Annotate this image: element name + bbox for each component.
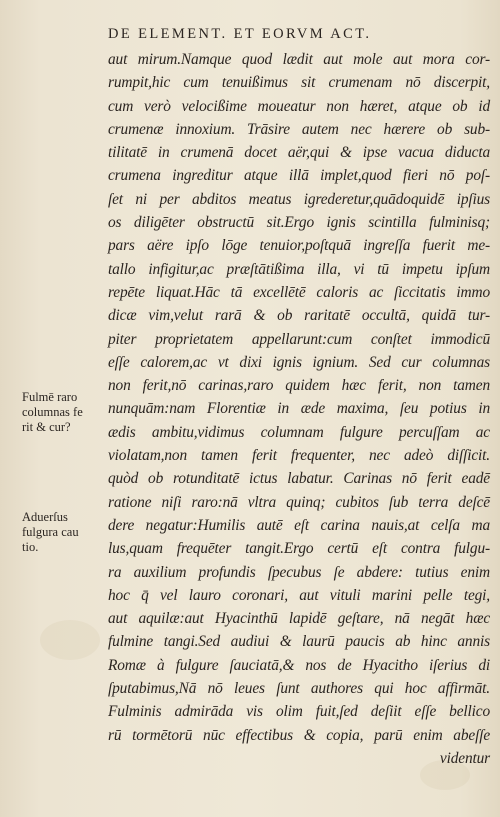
marginal-note-line: Fulmē raro xyxy=(22,390,78,404)
text-line: aut mirum.Namque quod lædit aut mole aut mora cor- xyxy=(108,51,490,68)
text-line: violatam,non tamen ferit frequenter, nec adeò diſſicit. xyxy=(108,447,490,465)
text-line: ædis ambitu,vidimus columnam fulgure percuſſam ac xyxy=(108,423,490,441)
text-line: fulmine tangi.Sed audiui & laurū paucis ab hinc annis xyxy=(108,633,490,651)
text-line: Fulminis admirāda vis olim fuit,ſed deſiit eſſe bellico xyxy=(108,703,490,721)
marginal-note xyxy=(22,510,108,555)
text-line: ratione niſi raro:nā vltra quinq; cubitos ſub terra deſcē xyxy=(108,493,490,511)
text-line: rū tormētorū nūc effectibus & copia, parū enim abeſſe xyxy=(108,726,490,744)
text-line: lus,quam frequēter tangit.Ergo certū eſt contra fulgu- xyxy=(108,540,490,558)
marginal-note xyxy=(22,390,108,435)
running-head: DE ELEMENT. ET EORVM ACT. xyxy=(108,26,372,42)
marginal-note-line: columnas fe xyxy=(22,405,83,419)
marginal-note-line: rit & cur? xyxy=(22,420,71,434)
text-line: tallo infigitur,ac præſtātißima illa, vi tū impetu ipſum xyxy=(108,260,490,278)
catchword: videntur xyxy=(439,749,490,767)
text-line: ſet ni per abditos meatus igrederetur,quādoquidē ipſius xyxy=(108,190,490,208)
text-line: tilitatē in crumenā docet aër,qui & ipse vacua diducta xyxy=(108,144,490,162)
text-line: hoc q̄ vel lauro coronari, aut vituli marini pelle tegi, xyxy=(108,586,490,604)
text-line: ra auxilium profundis ſpecubus ſe abdere: tutius enim xyxy=(108,563,490,581)
text-line: rumpit,hic cum tenuißimus sit crumenam nō discerpit, xyxy=(108,74,490,92)
text-line: nunquām:nam Florentiæ in æde maxima, ſeu potius in xyxy=(108,400,490,418)
text-line: pars aëre ipſo lōge tenuior,poſtquā ingreſſa fuerit me- xyxy=(108,237,490,255)
text-line: eſſe calorem,ac vt dixi ignis ignium. Sed cur columnas xyxy=(108,353,490,371)
text-line: crumenæ innoxium. Trāsire autem nec hærere ob sub- xyxy=(108,120,490,138)
text-line: quòd ob rotunditatē ictus labatur. Carinas nō ferit eadē xyxy=(108,470,490,488)
text-line: piter proprietatem appellarunt:cum conſtet immodicū xyxy=(108,330,490,348)
marginal-note-line: tio. xyxy=(22,540,39,554)
text-line: repēte liquat.Hāc tā excellētē caloris ac ſiccitatis immo xyxy=(108,283,490,301)
text-line: Romæ à fulgure ſauciatā,& nos de Hyacitho iſerius di xyxy=(108,656,490,674)
marginal-note-line: fulgura cau xyxy=(22,525,79,539)
text-line: dicæ vim,velut rarā & ob raritatē occultā, quidā tur- xyxy=(108,307,490,325)
text-line: non ferit,nō carinas,raro quidem hæc ferit, non tamen xyxy=(108,377,490,395)
text-line: aut aquilæ:aut Hyacinthū lapidē geſtare, nā negāt hæc xyxy=(108,610,490,628)
body-text xyxy=(108,48,490,770)
marginal-note-line: Aduerſus xyxy=(22,510,68,524)
text-line: cum verò velocißime moueatur non hæret, atque ob id xyxy=(108,97,490,115)
paper-stain xyxy=(40,620,100,660)
text-line: crumena ingreditur atque illā implet,quod fieri nō poſ- xyxy=(108,167,490,185)
text-line: os diligēter obstructū sit.Ergo ignis scintilla fulminisq; xyxy=(108,214,490,232)
text-line: ſputabimus,Nā nō leues ſunt authores qui hoc affirmāt. xyxy=(108,680,490,698)
text-line: dere negatur:Humilis autē eſt carina nauis,at celſa ma xyxy=(108,516,490,534)
